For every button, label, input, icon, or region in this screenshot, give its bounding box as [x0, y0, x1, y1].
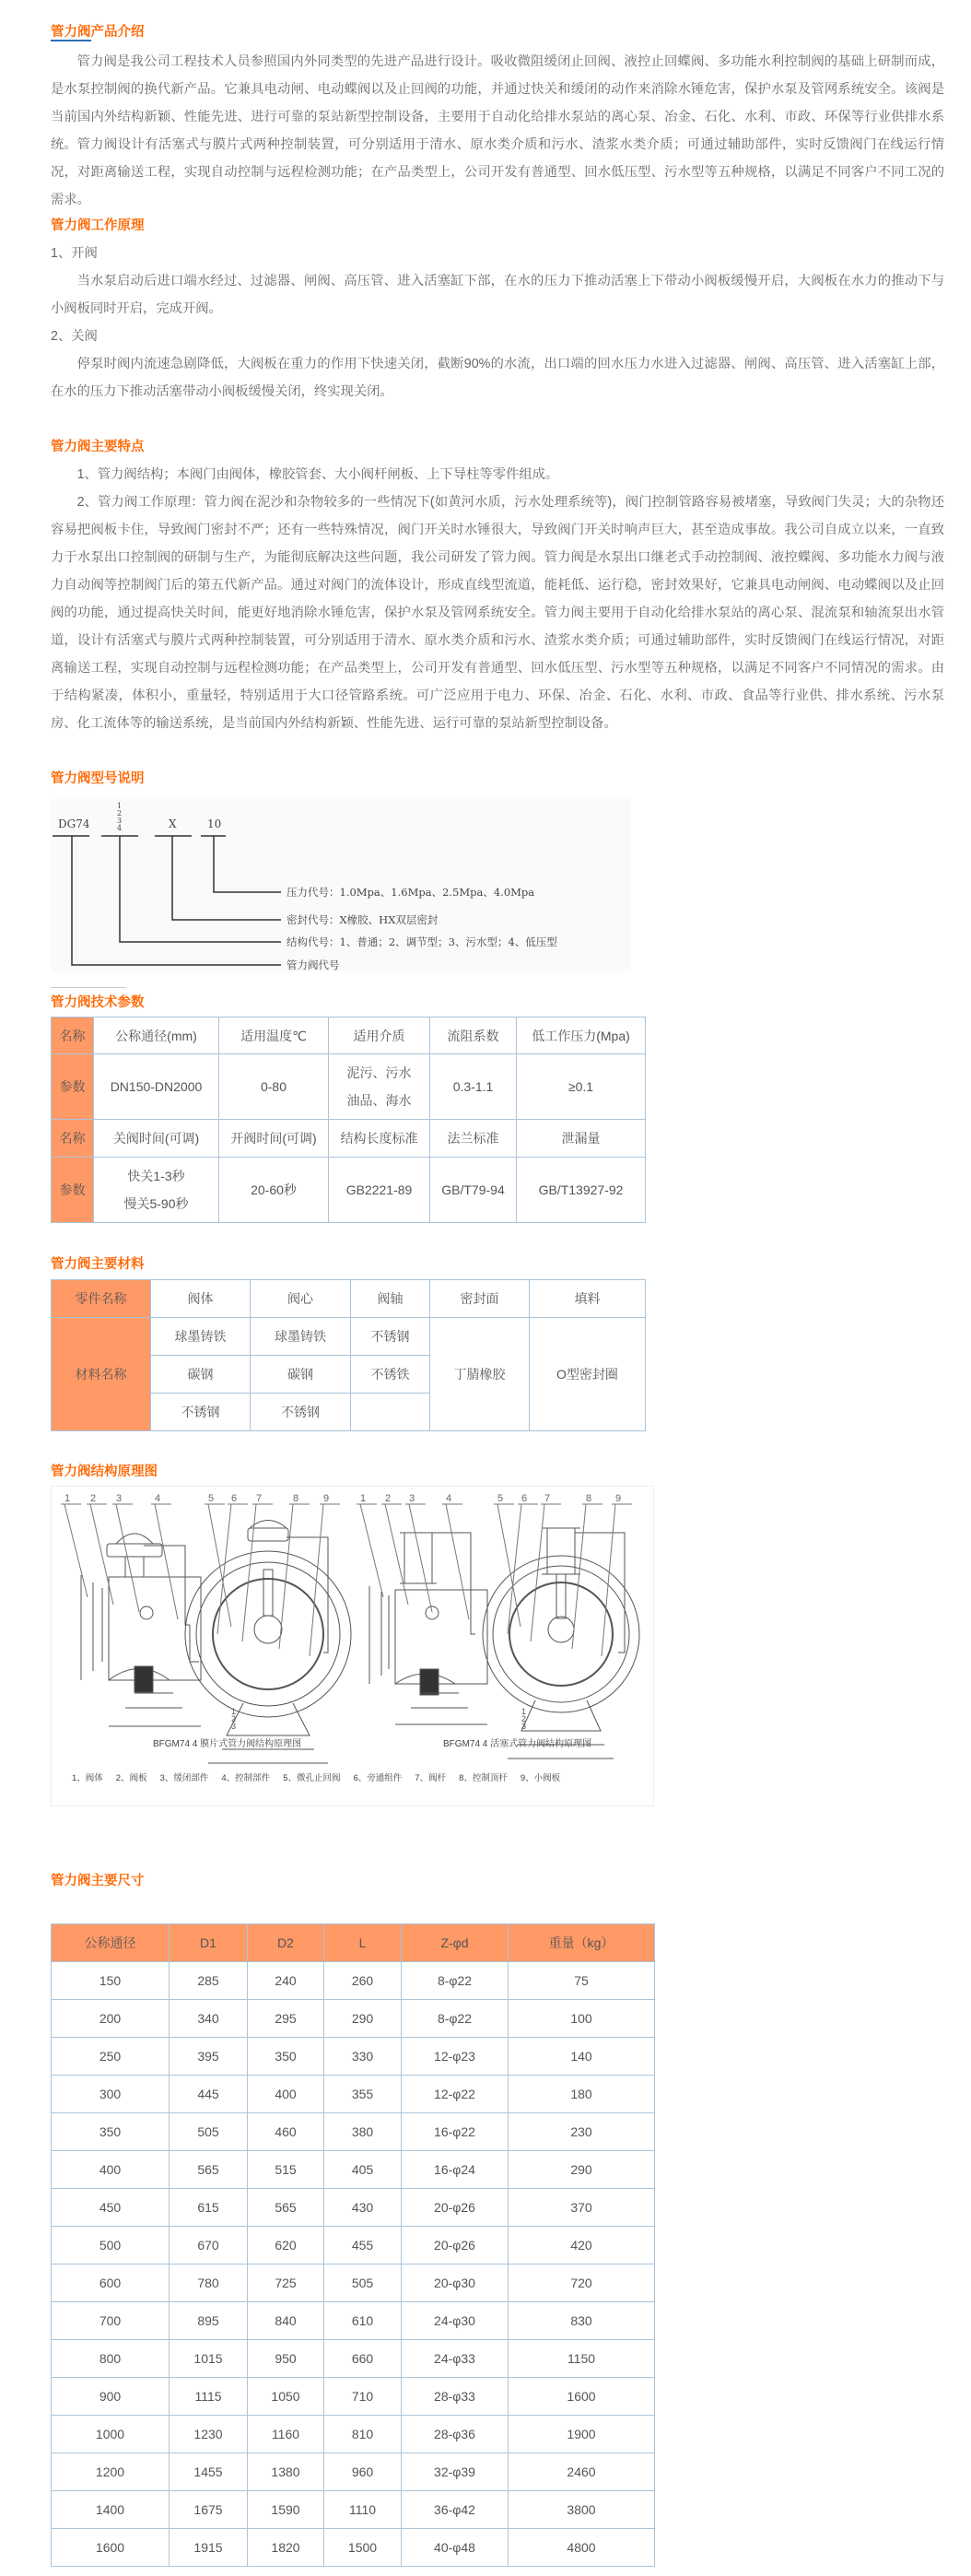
stack-4: 4	[192, 1739, 198, 1749]
table-cell: 350	[52, 2113, 170, 2151]
table-cell: 505	[170, 2113, 248, 2151]
header-cell: Z-φd	[402, 1924, 509, 1962]
table-row	[52, 2491, 655, 2529]
piston-valve-side-view	[369, 1533, 487, 1724]
table-row	[52, 2378, 655, 2416]
table-cell: 830	[509, 2302, 655, 2340]
part-label: 4、控制部件	[221, 1773, 271, 1783]
table-cell: 12-φ22	[402, 2076, 509, 2113]
row-label: 名称	[52, 1120, 94, 1158]
table-cell: 3800	[509, 2491, 655, 2529]
product-link[interactable]: 管力阀	[51, 25, 91, 40]
leader-line	[531, 1504, 544, 1641]
callout-number: 1	[360, 1493, 367, 1504]
open-label: 1、开阀	[51, 246, 98, 261]
header-cell: 填料	[530, 1280, 646, 1318]
close-label: 2、关阀	[51, 329, 98, 344]
stack-3: 3	[521, 1722, 526, 1731]
table-cell: 660	[324, 2340, 402, 2378]
callout-number: 3	[116, 1493, 123, 1504]
stack-1: 1	[230, 1707, 236, 1716]
table-cell: 快关1-3秒 慢关5-90秒	[94, 1158, 219, 1223]
section-title-model: 管力阀型号说明	[51, 771, 145, 786]
table-cell: 610	[324, 2302, 402, 2340]
caption-left	[153, 1735, 301, 1749]
table-cell: 1400	[52, 2491, 170, 2529]
caption-left-code: BFGM74	[153, 1739, 191, 1749]
table-cell: 1500	[324, 2529, 402, 2567]
table-cell: 不锈铁	[351, 1356, 430, 1394]
leader-line	[155, 1504, 178, 1619]
table-cell: 球墨铸铁	[251, 1318, 351, 1356]
table-cell: 290	[509, 2151, 655, 2189]
table-cell: 355	[324, 2076, 402, 2113]
table-cell: 20-60秒	[219, 1158, 329, 1223]
table-cell: 结构长度标准	[329, 1120, 430, 1158]
table-cell: ≥0.1	[517, 1054, 646, 1120]
table-cell: 810	[324, 2416, 402, 2453]
title-text: 产品介绍	[90, 25, 145, 40]
table-cell: DN150-DN2000	[94, 1054, 219, 1120]
table-cell: 1900	[509, 2416, 655, 2453]
table-cell: 840	[248, 2302, 324, 2340]
table-cell: 8-φ22	[402, 1962, 509, 2000]
table-cell: 460	[248, 2113, 324, 2151]
table-cell: 1820	[248, 2529, 324, 2567]
table-cell: 895	[170, 2302, 248, 2340]
materials-table	[51, 1279, 646, 1431]
leader-line	[360, 1504, 383, 1597]
table-row	[52, 1318, 646, 1356]
table-cell: 不锈钢	[351, 1318, 430, 1356]
table-cell: 500	[52, 2227, 170, 2264]
callout-number: 5	[208, 1493, 215, 1504]
table-cell: 230	[509, 2113, 655, 2151]
caption-left-text: 膜片式管力阀结构原理图	[200, 1739, 302, 1749]
table-row	[52, 2038, 655, 2076]
parts-legend	[72, 1770, 573, 1783]
table-cell: 1050	[248, 2378, 324, 2416]
table-cell: 670	[170, 2227, 248, 2264]
stack-1: 1	[521, 1707, 526, 1716]
row-label: 参数	[52, 1054, 94, 1120]
tech-params-table	[51, 1017, 646, 1223]
table-row	[52, 2264, 655, 2302]
legend-seal: 密封代号：X橡胶、HX双层密封	[287, 913, 439, 926]
table-row	[52, 1120, 646, 1158]
caption-right-text: 活塞式管力阀结构原理图	[490, 1739, 592, 1749]
leader-line	[279, 1504, 293, 1649]
table-row	[52, 2151, 655, 2189]
header-cell: D2	[248, 1924, 324, 1962]
table-cell: 370	[509, 2189, 655, 2227]
table-cell: 725	[248, 2264, 324, 2302]
table-cell: 1455	[170, 2453, 248, 2491]
header-cell: 零件名称	[52, 1280, 151, 1318]
callout-number: 9	[323, 1493, 330, 1504]
table-cell: 碳钢	[251, 1356, 351, 1394]
part-label: 5、微孔止回阀	[283, 1773, 341, 1783]
code-pressure: 10	[207, 817, 222, 830]
table-cell: 1230	[170, 2416, 248, 2453]
header-cell: 密封面	[430, 1280, 530, 1318]
table-cell: 公称通径(mm)	[94, 1017, 219, 1054]
code-struct-1: 1	[117, 802, 123, 810]
table-cell: 1675	[170, 2491, 248, 2529]
header-cell: 阀体	[151, 1280, 251, 1318]
table-cell: 24-φ30	[402, 2302, 509, 2340]
table-cell: 球墨铸铁	[151, 1318, 251, 1356]
table-cell: 445	[170, 2076, 248, 2113]
table-cell: 0-80	[219, 1054, 329, 1120]
code-seal: X	[169, 817, 177, 830]
table-cell: 1915	[170, 2529, 248, 2567]
row-label: 名称	[52, 1017, 94, 1054]
stack-2: 2	[230, 1714, 236, 1723]
table-cell: 适用温度℃	[219, 1017, 329, 1054]
table-cell: 32-φ39	[402, 2453, 509, 2491]
header-cell: 阀心	[251, 1280, 351, 1318]
table-cell: 20-φ26	[402, 2227, 509, 2264]
leader-line	[409, 1504, 432, 1612]
callout-number: 4	[446, 1493, 452, 1504]
header-cell: 重量（kg）	[509, 1924, 655, 1962]
section-title-principle: 管力阀工作原理	[51, 218, 145, 233]
callout-number: 3	[409, 1493, 415, 1504]
table-cell: 300	[52, 2076, 170, 2113]
table-cell: 515	[248, 2151, 324, 2189]
close-text: 停泵时阀内流速急剧降低，大阀板在重力的作用下快速关闭，截断90%的水流，出口端的回水压力水进入过滤器、闸阀、高压管、进入活塞缸上部，在水的压力下推动活塞带动小阀板缓慢关闭，终实现关闭。	[51, 357, 944, 399]
table-row	[52, 1054, 646, 1120]
table-cell: 28-φ33	[402, 2378, 509, 2416]
callout-number: 6	[521, 1493, 528, 1504]
leader-line	[116, 1504, 139, 1612]
packing-cell: O型密封圈	[530, 1318, 646, 1431]
code-struct-2: 2	[117, 809, 123, 817]
table-cell: 380	[324, 2113, 402, 2151]
row-label: 参数	[52, 1158, 94, 1223]
caption-right	[443, 1735, 591, 1749]
table-cell: 1200	[52, 2453, 170, 2491]
table-cell: 1115	[170, 2378, 248, 2416]
callout-number: 7	[544, 1493, 551, 1504]
table-cell: 250	[52, 2038, 170, 2076]
table-cell: 1015	[170, 2340, 248, 2378]
part-label: 2、阀板	[115, 1773, 147, 1783]
table-cell: GB/T79-94	[430, 1158, 517, 1223]
table-cell: 960	[324, 2453, 402, 2491]
table-cell: 12-φ23	[402, 2038, 509, 2076]
section-title-dimensions: 管力阀主要尺寸	[51, 1874, 145, 1888]
table-cell: 400	[248, 2076, 324, 2113]
section-title-materials: 管力阀主要材料	[51, 1257, 145, 1272]
table-cell: 流阻系数	[430, 1017, 517, 1054]
table-cell: 200	[52, 2000, 170, 2038]
table-row	[52, 2227, 655, 2264]
row-label: 材料名称	[52, 1318, 151, 1431]
callout-number: 4	[155, 1493, 161, 1504]
diaphragm-valve-side-view	[81, 1534, 201, 1726]
table-cell: 适用介质	[329, 1017, 430, 1054]
table-cell: 1110	[324, 2491, 402, 2529]
table-cell: 620	[248, 2227, 324, 2264]
callout-number: 8	[586, 1493, 592, 1504]
open-text: 当水泵启动后进口端水经过、过滤器、闸阀、高压管、进入活塞缸下部，在水的压力下推动活塞上下带动小阀板缓慢开启，大阀板在水力的推动下与小阀板同时开启，完成开阀。	[51, 274, 944, 316]
leader-line	[446, 1504, 469, 1619]
table-cell: 1590	[248, 2491, 324, 2529]
legend-valve: 管力阀代号	[287, 959, 340, 971]
intro-paragraph-2: 管力阀设计有活塞式与膜片式两种控制装置，可分别适用于清水、原水类介质和污水、渣浆水类介质；可通过辅助部件，实时反馈阀门在线运行情况，对距离输送工程，实现自动控制与远程检测功能；在产品类型上，公司开发有普通型、回水低压型、污水型等五种规格，以满足不同客户不同工况的需求。	[51, 137, 944, 207]
table-cell: 330	[324, 2038, 402, 2076]
table-cell: 不锈钢	[251, 1394, 351, 1431]
table-cell: 615	[170, 2189, 248, 2227]
table-cell: 180	[509, 2076, 655, 2113]
table-cell: 0.3-1.1	[430, 1054, 517, 1120]
table-cell: 900	[52, 2378, 170, 2416]
table-row	[52, 2340, 655, 2378]
stack-4: 4	[482, 1739, 488, 1749]
table-cell: 1600	[52, 2529, 170, 2567]
section-title-tech: 管力阀技术参数	[51, 995, 145, 1010]
table-cell: 395	[170, 2038, 248, 2076]
table-cell: 泄漏量	[517, 1120, 646, 1158]
table-cell: 开阀时间(可调)	[219, 1120, 329, 1158]
table-cell: 565	[170, 2151, 248, 2189]
table-row	[52, 2076, 655, 2113]
part-label: 1、阀体	[72, 1773, 103, 1783]
callout-number: 7	[256, 1493, 263, 1504]
table-row	[52, 2453, 655, 2491]
table-cell: 16-φ22	[402, 2113, 509, 2151]
leader-line	[310, 1504, 323, 1656]
table-cell: 420	[509, 2227, 655, 2264]
table-cell: 低工作压力(Mpa)	[517, 1017, 646, 1054]
structure-drawing	[51, 1486, 654, 1806]
table-cell: 720	[509, 2264, 655, 2302]
table-cell: 2460	[509, 2453, 655, 2491]
legend-structure: 结构代号：1、普通；2、调节型；3、污水型；4、低压型	[287, 935, 557, 948]
part-label: 9、小阀板	[520, 1773, 561, 1783]
table-cell: 405	[324, 2151, 402, 2189]
code-prefix: DG74	[58, 817, 90, 830]
table-cell: 950	[248, 2340, 324, 2378]
table-cell: 20-φ30	[402, 2264, 509, 2302]
table-row	[52, 1962, 655, 2000]
legend-pressure: 压力代号：1.0Mpa、1.6Mpa、2.5Mpa、4.0Mpa	[287, 886, 535, 899]
callout-number: 8	[293, 1493, 299, 1504]
caption-right-stack	[443, 1708, 526, 1730]
header-cell: L	[324, 1924, 402, 1962]
callout-number: 1	[64, 1493, 71, 1504]
table-header-row	[52, 1280, 646, 1318]
table-cell: 285	[170, 1962, 248, 2000]
table-cell: 1160	[248, 2416, 324, 2453]
callout-number: 2	[90, 1493, 97, 1504]
table-row	[52, 1158, 646, 1223]
table-header-row	[52, 1924, 655, 1962]
table-cell: 100	[509, 2000, 655, 2038]
intro-paragraph-1: 管力阀是我公司工程技术人员参照国内外同类型的先进产品进行设计。吸收微阻缓闭止回阀、液控止回蝶阀、多功能水利控制阀的基础上研制而成，是水泵控制阀的换代新产品。它兼具电动闸、电动蝶阀以及止回阀的功能，并通过快关和缓闭的动作来消除水锤危害，保护水泵及管网系统安全。该阀是当前国内外结构新颖、性能先进、进行可靠的泵站新型控制设备，主要用于自动化给排水泵站的离心泵、冶金、石化、水利、市政、环保等行业供排水系统。	[51, 54, 944, 152]
table-row	[52, 2000, 655, 2038]
table-cell: 450	[52, 2189, 170, 2227]
table-row	[52, 2529, 655, 2567]
table-cell: 140	[509, 2038, 655, 2076]
table-cell: 505	[324, 2264, 402, 2302]
table-cell: 40-φ48	[402, 2529, 509, 2567]
table-cell: 20-φ26	[402, 2189, 509, 2227]
table-cell: 400	[52, 2151, 170, 2189]
table-cell: 600	[52, 2264, 170, 2302]
leader-line	[64, 1504, 88, 1597]
table-cell	[351, 1394, 430, 1431]
table-cell: 不锈钢	[151, 1394, 251, 1431]
table-cell: 1150	[509, 2340, 655, 2378]
table-cell: 700	[52, 2302, 170, 2340]
table-cell: 565	[248, 2189, 324, 2227]
table-row	[52, 2416, 655, 2453]
code-struct-3: 3	[117, 817, 123, 825]
table-cell: 780	[170, 2264, 248, 2302]
table-cell: 710	[324, 2378, 402, 2416]
section-title-features: 管力阀主要特点	[51, 440, 145, 454]
table-cell: 455	[324, 2227, 402, 2264]
table-cell: 240	[248, 1962, 324, 2000]
table-cell: 1000	[52, 2416, 170, 2453]
stack-3: 3	[230, 1722, 236, 1731]
model-code-diagram	[51, 799, 631, 971]
dimensions-table	[51, 1923, 655, 2567]
table-cell: 75	[509, 1962, 655, 2000]
section-title-structure: 管力阀结构原理图	[51, 1464, 158, 1479]
section-title-intro	[51, 23, 145, 41]
callout-number: 9	[615, 1493, 622, 1504]
table-cell: 28-φ36	[402, 2416, 509, 2453]
table-row	[52, 1017, 646, 1054]
divider	[51, 987, 126, 988]
table-cell: 碳钢	[151, 1356, 251, 1394]
table-cell: 260	[324, 1962, 402, 2000]
table-cell: 关阀时间(可调)	[94, 1120, 219, 1158]
table-cell: 16-φ24	[402, 2151, 509, 2189]
part-label: 3、缓闭部件	[159, 1773, 209, 1783]
table-row	[52, 2302, 655, 2340]
part-label: 6、旁通组件	[353, 1773, 403, 1783]
feature-item-2: 2、管力阀工作原理：管力阀在泥沙和杂物较多的一些情况下(如黄河水质，污水处理系统等)，阀门控制管路容易被堵塞，导致阀门失灵；大的杂物还容易把阀板卡住，导致阀门密封不严；还有一些特殊情况，阀门开关时水锤很大，导致阀门开关时响声巨大，甚至造成事故。我公司自成立以来，一直致力于水泵出口控制阀的研制与生产，为能彻底解决这些问题，我公司研发了管力阀。管力阀是水泵出口继老式手动控制阀、液控蝶阀、多功能水力阀与液力自动阀等控制阀门后的第五代新产品。通过对阀门的流体设计，形成直线型流道，能耗低、运行稳，密封效果好，它兼具电动闸阀、电动蝶阀以及止回阀的功能，通过提高快关时间，能更好地消除水锤危害，保护水泵及管网系统安全。管力阀主要用于自动化给排水泵站的离心泵、混流泵和轴流泵出水管道，设计有活塞式与膜片式两种控制装置，可分别适用于清水、原水类介质和污水、渣浆水类介质；可通过辅助部件，实时反馈阀门在线运行情况，对距离输送工程，实现自动控制与远程检测功能；在产品类型上，公司开发有普通型、回水低压型、污水型等五种规格，以满足不同客户不同情况的需求。由于结构紧凑，体积小，重量轻，特别适用于大口径管路系统。可广泛应用于电力、环保、冶金、石化、水利、市政、食品等行业供、排水系统、污水泵房、化工流体等的输送系统，是当前国内外结构新颖、性能先进、运行可靠的泵站新型控制设备。	[51, 495, 944, 731]
table-cell: 泥污、污水 油品、海水	[329, 1054, 430, 1120]
callout-number: 2	[385, 1493, 392, 1504]
table-row	[52, 2113, 655, 2151]
caption-left-stack	[153, 1708, 236, 1730]
table-cell: GB/T13927-92	[517, 1158, 646, 1223]
table-cell: 36-φ42	[402, 2491, 509, 2529]
part-label: 7、阀杆	[415, 1773, 447, 1783]
table-cell: 290	[324, 2000, 402, 2038]
callout-number: 6	[231, 1493, 238, 1504]
stack-2: 2	[521, 1714, 526, 1723]
header-cell: 阀轴	[351, 1280, 430, 1318]
table-cell: 150	[52, 1962, 170, 2000]
table-cell: 430	[324, 2189, 402, 2227]
table-cell: 8-φ22	[402, 2000, 509, 2038]
table-cell: 4800	[509, 2529, 655, 2567]
table-row	[52, 2189, 655, 2227]
table-cell: 24-φ33	[402, 2340, 509, 2378]
code-struct-4: 4	[117, 824, 123, 832]
part-label: 8、控制顶杆	[459, 1773, 508, 1783]
table-cell: 340	[170, 2000, 248, 2038]
table-cell: 法兰标准	[430, 1120, 517, 1158]
table-cell: 350	[248, 2038, 324, 2076]
leader-line	[572, 1504, 586, 1649]
table-cell: 1380	[248, 2453, 324, 2491]
seal-cell: 丁腈橡胶	[430, 1318, 530, 1431]
header-cell: D1	[170, 1924, 248, 1962]
caption-right-code: BFGM74	[443, 1739, 481, 1749]
callout-number: 5	[497, 1493, 504, 1504]
header-cell: 公称通径	[52, 1924, 170, 1962]
table-cell: GB2221-89	[329, 1158, 430, 1223]
table-cell: 1600	[509, 2378, 655, 2416]
leader-line	[497, 1504, 521, 1627]
leader-line	[242, 1504, 256, 1641]
table-cell: 800	[52, 2340, 170, 2378]
table-cell: 295	[248, 2000, 324, 2038]
feature-item-1: 1、管力阀结构；本阀门由阀体，橡胶管套、大小阀杆闸板、上下导柱等零件组成。	[76, 467, 559, 482]
